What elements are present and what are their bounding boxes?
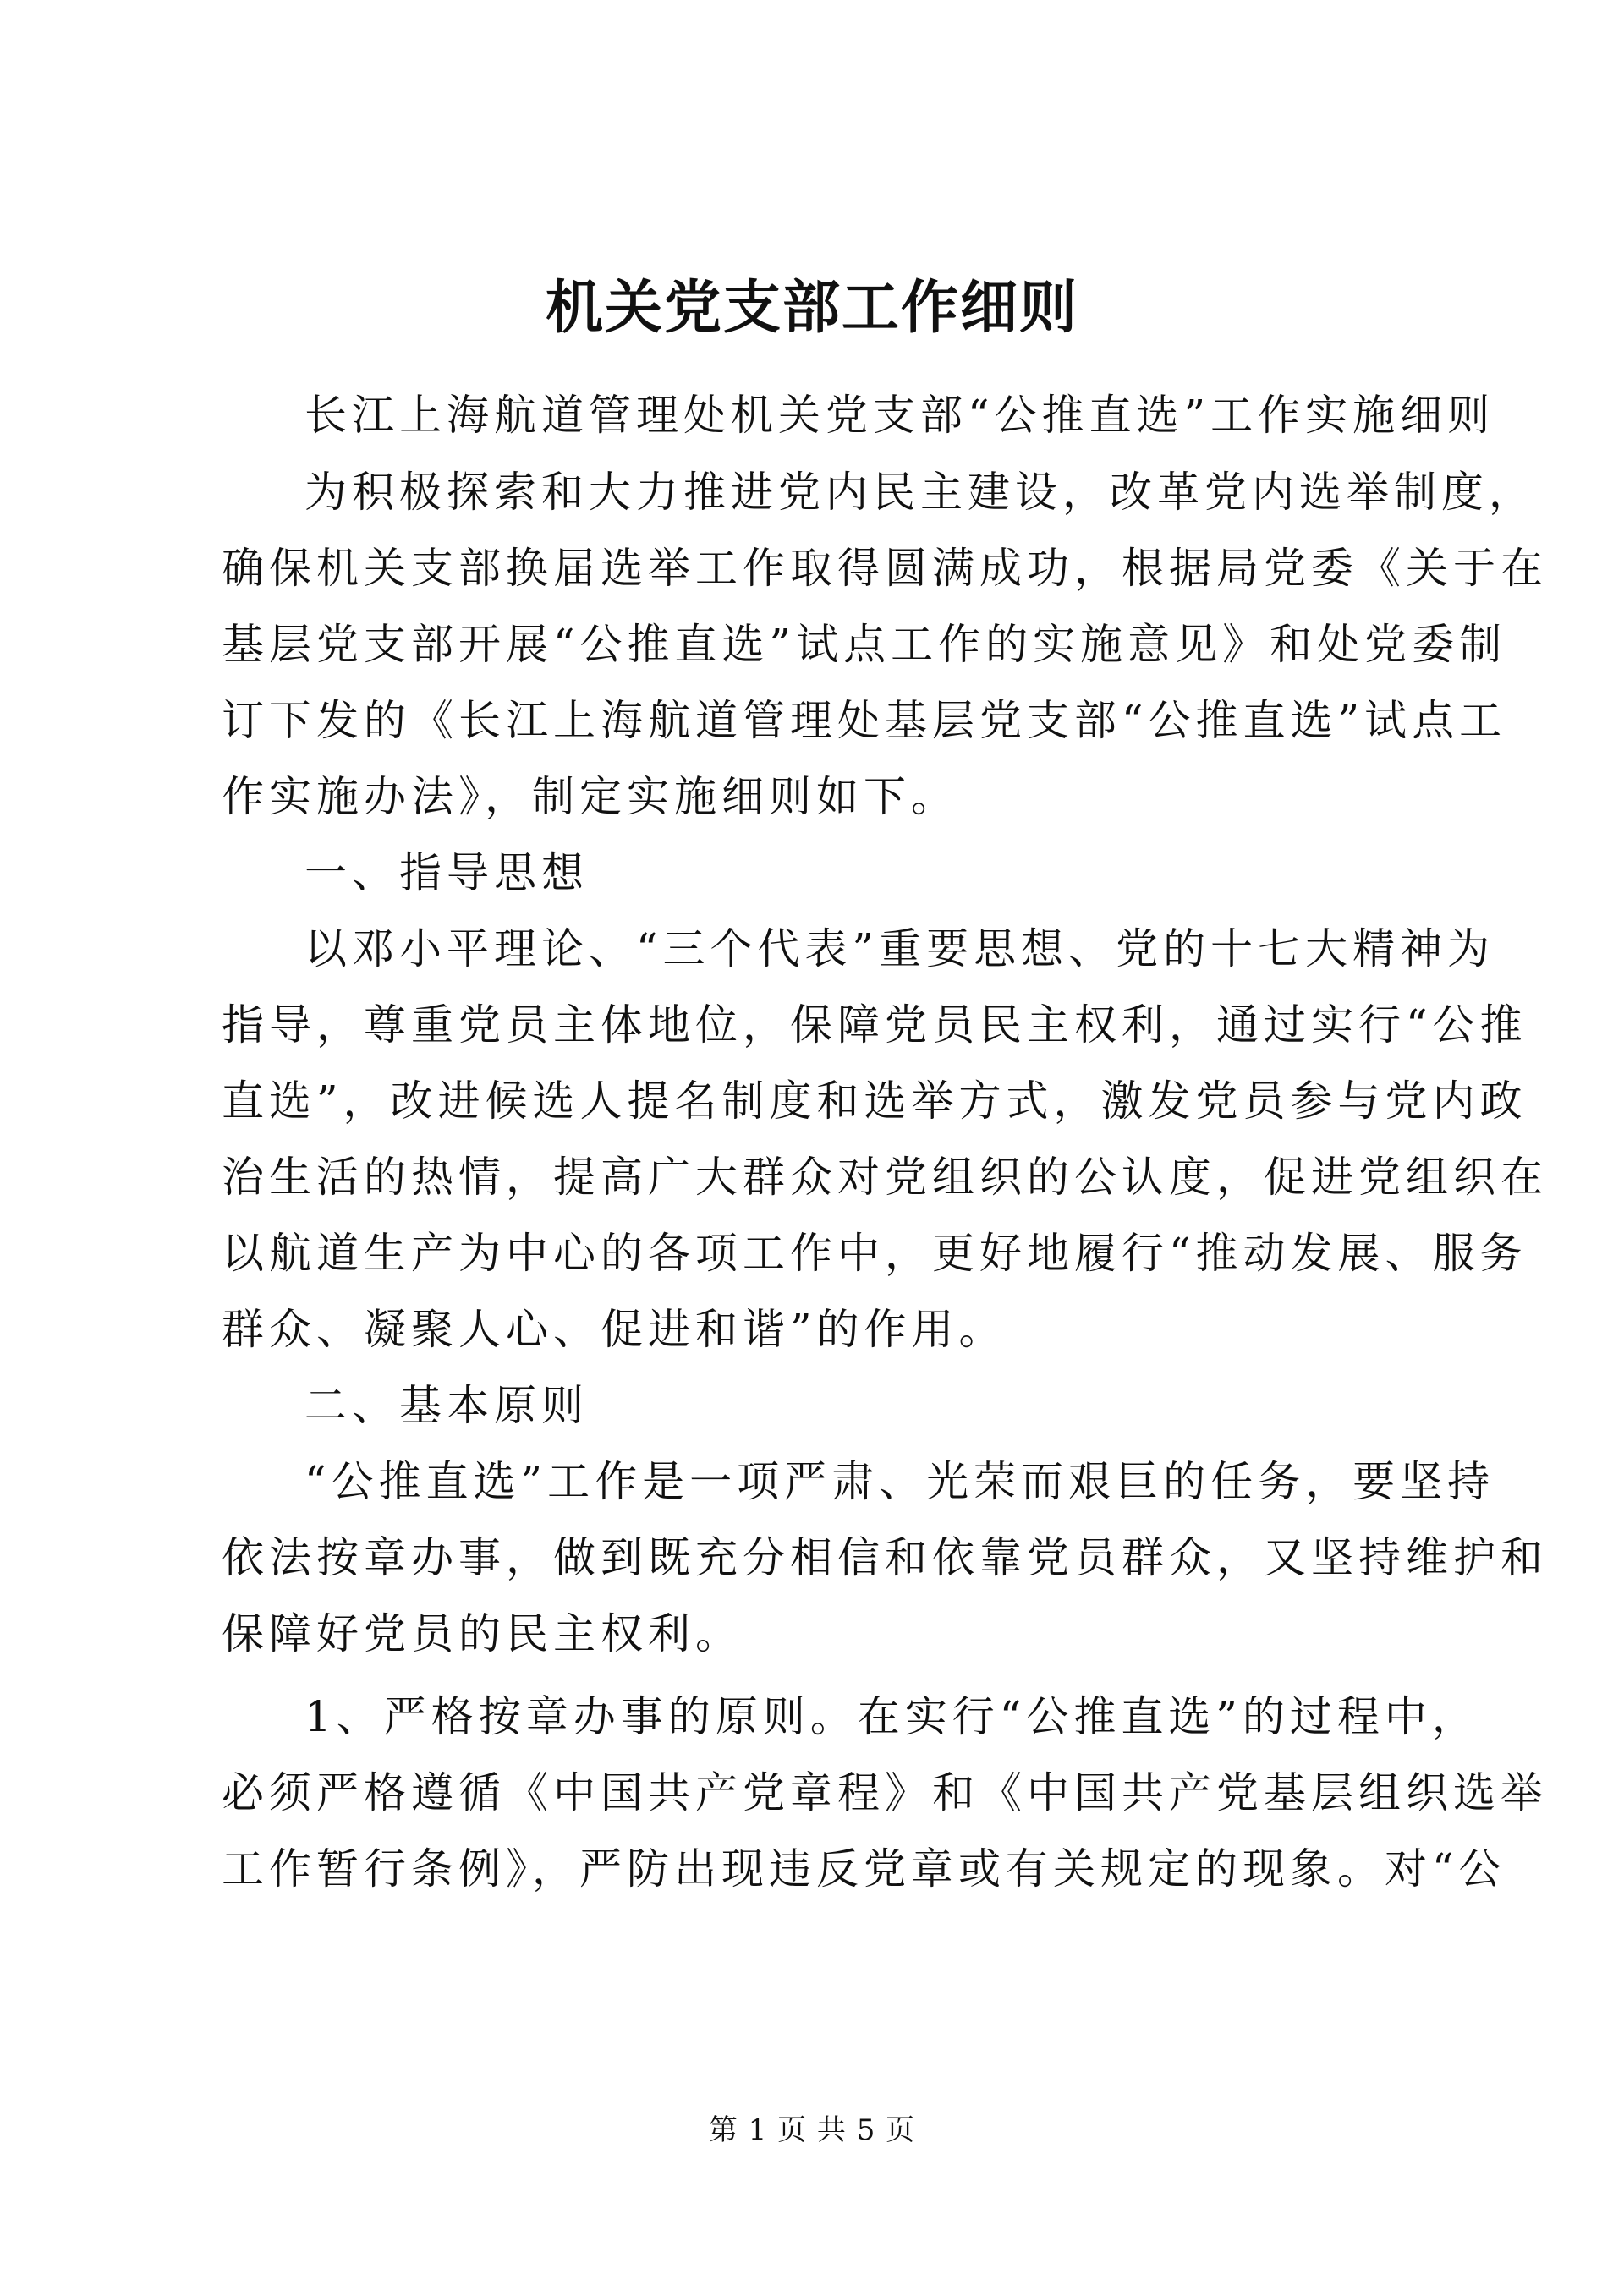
body-line-19: 工作暂行条例》，严防出现违反党章或有关规定的现象。对“公 — [222, 1844, 1506, 1893]
body-line-7: 以邓小平理论、“三个代表”重要思想、党的十七大精神为 — [304, 924, 1495, 973]
page-footer: 第 1 页 共 5 页 — [708, 2113, 916, 2147]
body-line-3: 基层党支部开展“公推直选”试点工作的实施意见》和处党委制 — [222, 620, 1507, 669]
body-line-15: 依法按章办事，做到既充分相信和依靠党员群众，又坚持维护和 — [222, 1533, 1548, 1582]
body-line-12: 群众、凝聚人心、促进和谐”的作用。 — [222, 1305, 1007, 1354]
body-line-4: 订下发的《长江上海航道管理处基层党支部“公推直选”试点工 — [222, 696, 1507, 745]
body-line-5: 作实施办法》，制定实施细则如下。 — [222, 772, 958, 821]
body-line-10: 治生活的热情，提高广大群众对党组织的公认度，促进党组织在 — [222, 1153, 1548, 1202]
body-line-8: 指导，尊重党员主体地位，保障党员民主权利，通过实行“公推 — [222, 1000, 1528, 1049]
body-line-14: “公推直选”工作是一项严肃、光荣而艰巨的任务，要坚持 — [304, 1457, 1495, 1506]
section-heading-1: 一、指导思想 — [304, 848, 589, 897]
body-line-1: 为积极探索和大力推进党内民主建设，改革党内选举制度， — [304, 468, 1536, 517]
body-line-2: 确保机关支部换届选举工作取得圆满成功，根据局党委《关于在 — [222, 544, 1548, 593]
subtitle-line: 长江上海航道管理处机关党支部“公推直选”工作实施细则 — [304, 391, 1495, 440]
body-line-17: 1、严格按章办事的原则。在实行“公推直选”的过程中， — [304, 1692, 1479, 1741]
document-title: 机关党支部工作细则 — [545, 274, 1078, 342]
body-line-16: 保障好党员的民主权利。 — [222, 1609, 743, 1658]
section-heading-2: 二、基本原则 — [304, 1381, 589, 1430]
body-line-11: 以航道生产为中心的各项工作中，更好地履行“推动发展、服务 — [222, 1229, 1528, 1278]
body-line-18: 必须严格遵循《中国共产党章程》和《中国共产党基层组织选举 — [222, 1768, 1548, 1817]
body-line-9: 直选”，改进候选人提名制度和选举方式，激发党员参与党内政 — [222, 1077, 1528, 1126]
